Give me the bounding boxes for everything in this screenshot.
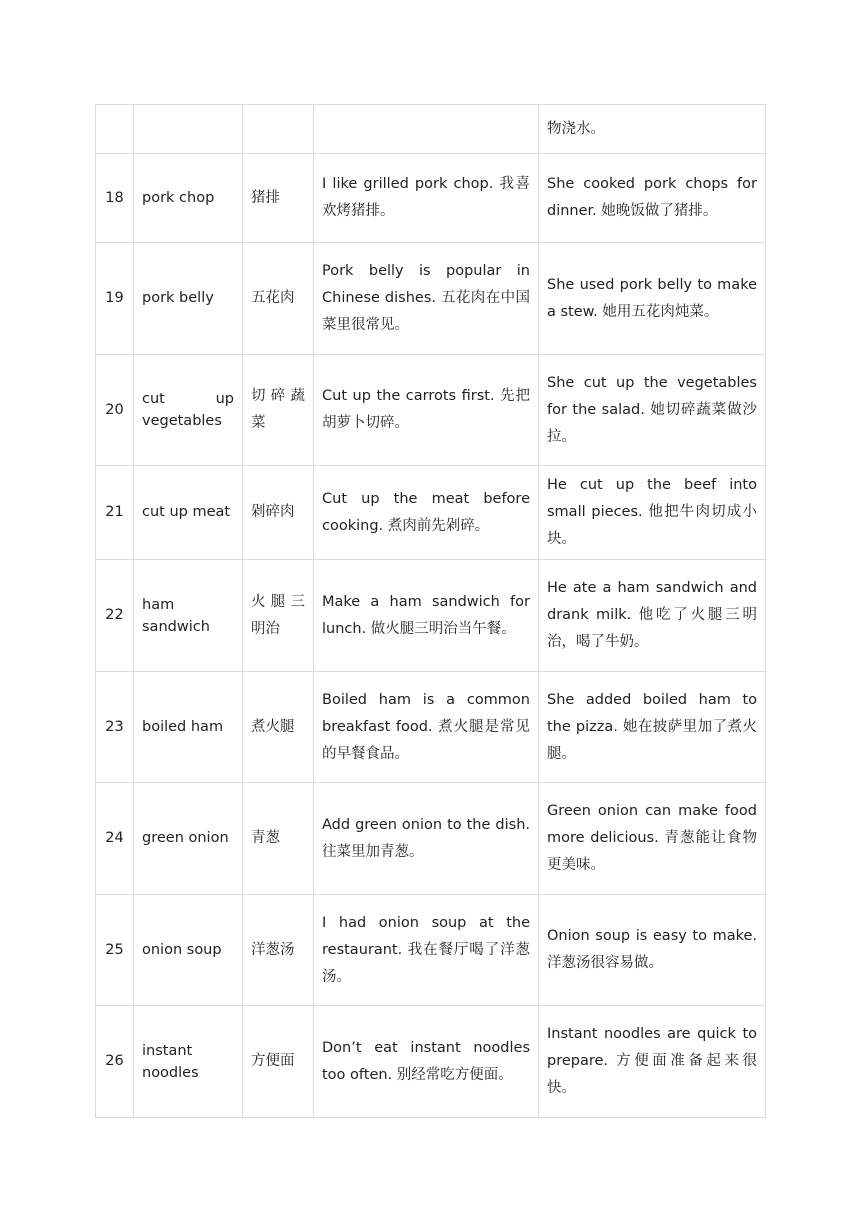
example2-cell: Green onion can make food more delicious. 青葱能让食物更美味。 [539, 783, 766, 895]
number-cell: 20 [96, 355, 134, 466]
word-cell: cut up meat [134, 466, 243, 560]
meaning-cell: 切碎蔬菜 [243, 355, 314, 466]
table-row [96, 895, 766, 1006]
vocabulary-table [95, 104, 766, 1118]
number-cell: 22 [96, 560, 134, 672]
table-row [96, 154, 766, 243]
example2-cell: She cut up the vegetables for the salad. 她切碎蔬菜做沙拉。 [539, 355, 766, 466]
number-cell: 25 [96, 895, 134, 1006]
example2-cell: He cut up the beef into small pieces. 他把牛肉切成小块。 [539, 466, 766, 560]
example1-cell: Add green onion to the dish. 往菜里加青葱。 [314, 783, 539, 895]
example2-cell: Instant noodles are quick to prepare. 方便面准备起来很快。 [539, 1006, 766, 1118]
word-cell: cut up vegetables [134, 355, 243, 466]
example2-cell: She used pork belly to make a stew. 她用五花肉炖菜。 [539, 243, 766, 355]
table-row [96, 466, 766, 560]
word-cell: green onion [134, 783, 243, 895]
table-row [96, 783, 766, 895]
example2-cell: 物浇水。 [539, 105, 766, 154]
table-row [96, 355, 766, 466]
word-cell [134, 105, 243, 154]
example1-cell: Cut up the carrots first. 先把胡萝卜切碎。 [314, 355, 539, 466]
word-cell: pork chop [134, 154, 243, 243]
table-row [96, 672, 766, 783]
meaning-cell: 五花肉 [243, 243, 314, 355]
word-cell: ham sandwich [134, 560, 243, 672]
example1-cell: I had onion soup at the restaurant. 我在餐厅喝了洋葱汤。 [314, 895, 539, 1006]
word-cell: pork belly [134, 243, 243, 355]
meaning-cell: 洋葱汤 [243, 895, 314, 1006]
word-cell: boiled ham [134, 672, 243, 783]
table-row [96, 1006, 766, 1118]
number-cell: 21 [96, 466, 134, 560]
example1-cell: Make a ham sandwich for lunch. 做火腿三明治当午餐。 [314, 560, 539, 672]
number-cell: 18 [96, 154, 134, 243]
meaning-cell [243, 105, 314, 154]
example1-cell: I like grilled pork chop. 我喜欢烤猪排。 [314, 154, 539, 243]
number-cell [96, 105, 134, 154]
example1-cell: Boiled ham is a common breakfast food. 煮火腿是常见的早餐食品。 [314, 672, 539, 783]
table-row [96, 243, 766, 355]
table-row [96, 560, 766, 672]
meaning-cell: 火腿三明治 [243, 560, 314, 672]
number-cell: 19 [96, 243, 134, 355]
example1-cell: Cut up the meat before cooking. 煮肉前先剁碎。 [314, 466, 539, 560]
example2-cell: Onion soup is easy to make. 洋葱汤很容易做。 [539, 895, 766, 1006]
number-cell: 23 [96, 672, 134, 783]
word-cell: onion soup [134, 895, 243, 1006]
number-cell: 26 [96, 1006, 134, 1118]
meaning-cell: 剁碎肉 [243, 466, 314, 560]
meaning-cell: 猪排 [243, 154, 314, 243]
word-cell: instant noodles [134, 1006, 243, 1118]
example1-cell [314, 105, 539, 154]
table-row-continuation [96, 105, 766, 154]
meaning-cell: 青葱 [243, 783, 314, 895]
example1-cell: Don’t eat instant noodles too often. 别经常吃方便面。 [314, 1006, 539, 1118]
number-cell: 24 [96, 783, 134, 895]
example2-cell: She added boiled ham to the pizza. 她在披萨里加了煮火腿。 [539, 672, 766, 783]
example1-cell: Pork belly is popular in Chinese dishes. 五花肉在中国菜里很常见。 [314, 243, 539, 355]
meaning-cell: 方便面 [243, 1006, 314, 1118]
meaning-cell: 煮火腿 [243, 672, 314, 783]
example2-cell: She cooked pork chops for dinner. 她晚饭做了猪排。 [539, 154, 766, 243]
example2-cell: He ate a ham sandwich and drank milk. 他吃了火腿三明治，喝了牛奶。 [539, 560, 766, 672]
